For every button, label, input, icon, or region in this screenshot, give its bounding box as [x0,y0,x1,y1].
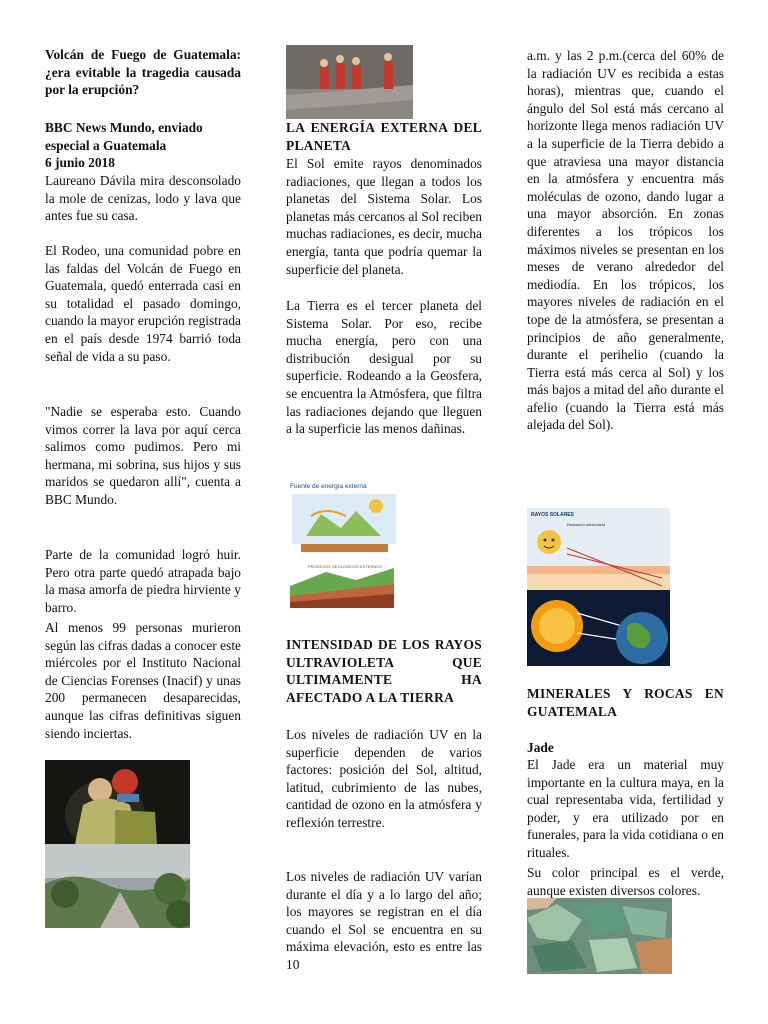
section-heading: LA ENERGÍA EXTERNA DEL PLANETA [286,120,482,153]
section-heading: INTENSIDAD DE LOS RAYOS ULTRAVIOLETA QUE ULTIMAMENTE HA AFECTADO A LA TIERRA [286,637,482,705]
paragraph: La Tierra es el tercer planeta del Sistema Solar. Por eso, recibe mucha energía, pero con una distribución desigual por su superficie. Rodeando a la Geosfera, se encuentra la Atmósfera, que filtra las radiaciones dejando que lleguen a la superficie las menos dañinas. [286,298,482,437]
paragraph: El Sol emite rayos denominados radiaciones, que llegan a todos los planetas del Sistema Solar. Los planetas más cercanos al Sol reciben muchas radiaciones, es decir, mucha energía, tanta que podría quemar la superficie del planeta. [286,156,482,277]
paragraph: a.m. y las 2 p.m.(cerca del 60% de la radiación UV es recibida a estas horas), mientras que, cuando el ángulo del Sol está más cercano al horizonte llega menos radiación UV a la superficie de la Tierra debido a que atraviesa una mayor distancia en la atmósfera y encuentra más moléculas de ozono, dando lugar a una mayor absorción. En zonas diferentes a los trópicos los máximos niveles se presentan en los meses de verano alrededor del mediodía. En los trópicos, los mayores niveles de radiación en el tope de la atmósfera, se presentan a principios de año generalmente, durante el perihelio (cuando la Tierra está más cerca al Sol) y los más bajos a mitad del año durante el afelio (cuando la Tierra está más alejada del Sol). [527,48,724,433]
rays-subtitle: Radiación ultravioleta [567,522,606,527]
paragraph: Los niveles de radiación UV en la superficie dependen de varios factores: posición del Sol, altitud, latitud, cubrimiento de las nubes, cantidad de ozono en la atmósfera y reflexión terrestre. [286,727,482,830]
paragraph: El Jade era un material muy importante en la cultura maya, en la cual representaba vida, fertilidad y poder, y era utilizado por en funerales, para la vida cotidiana o en rituales. [527,757,724,860]
section-heading: MINERALES Y ROCAS EN GUATEMALA [527,686,724,719]
paragraph: Los niveles de radiación UV varían durante el día y a lo largo del año; los mayores se registran en el día cuando el Sol se encuentra en su máxima elevación, esto es entre las 10 [286,869,482,972]
solar-rays-image [527,508,670,666]
article-title: Volcán de Fuego de Guatemala: ¿era evitable la tragedia causada por la erupción? [45,47,241,98]
quote-paragraph: "Nadie se esperaba esto. Cuando vimos correr la lava por aquí cerca salimos como pudimos. Pero mi hermana, mi sobrina, sus hijos y sus maridos se quedaron allí", cuenta a BBC Mundo. [45,404,241,507]
diagram-subtitle: PROCESOS GEOLÓGICOS EXTERNOS [308,564,383,569]
paragraph: Laureano Dávila mira desconsolado la mole de cenizas, lodo y lava que antes fue su casa. [45,173,241,224]
external-energy-diagram [286,476,398,608]
jade-photo [527,898,672,974]
article-source: BBC News Mundo, enviado especial a Guatemala [45,120,203,153]
paragraph: Al menos 99 personas murieron según las cifras dadas a conocer este miércoles por el Instituto Nacional de Ciencias Forenses (Inacif) y unas 200 permanecen desaparecidas, aunque las cifras definitivas siguen siendo inciertas. [45,620,241,741]
landscape-photo [45,844,190,928]
paragraph: El Rodeo, una comunidad pobre en las faldas del Volcán de Fuego en Guatemala, quedó enterrada casi en su totalidad el pasado domingo, cuando la mayor erupción registrada en el país desde 1974 barrió toda señal de vida a su paso. [45,243,241,364]
paragraph: Parte de la comunidad logró huir. Pero otra parte quedó atrapada bajo la masa amorfa de piedra hirviente y barro. [45,547,241,615]
subheading: Jade [527,740,554,755]
article-date: 6 junio 2018 [45,155,115,170]
rescuers-photo [286,45,413,119]
diagram-title: Fuente de energía externa [290,483,367,490]
rays-title: RAYOS SOLARES [531,512,574,518]
paragraph: Su color principal es el verde, aunque existen diversos colores. [527,865,724,898]
rescue-photo [45,760,190,844]
